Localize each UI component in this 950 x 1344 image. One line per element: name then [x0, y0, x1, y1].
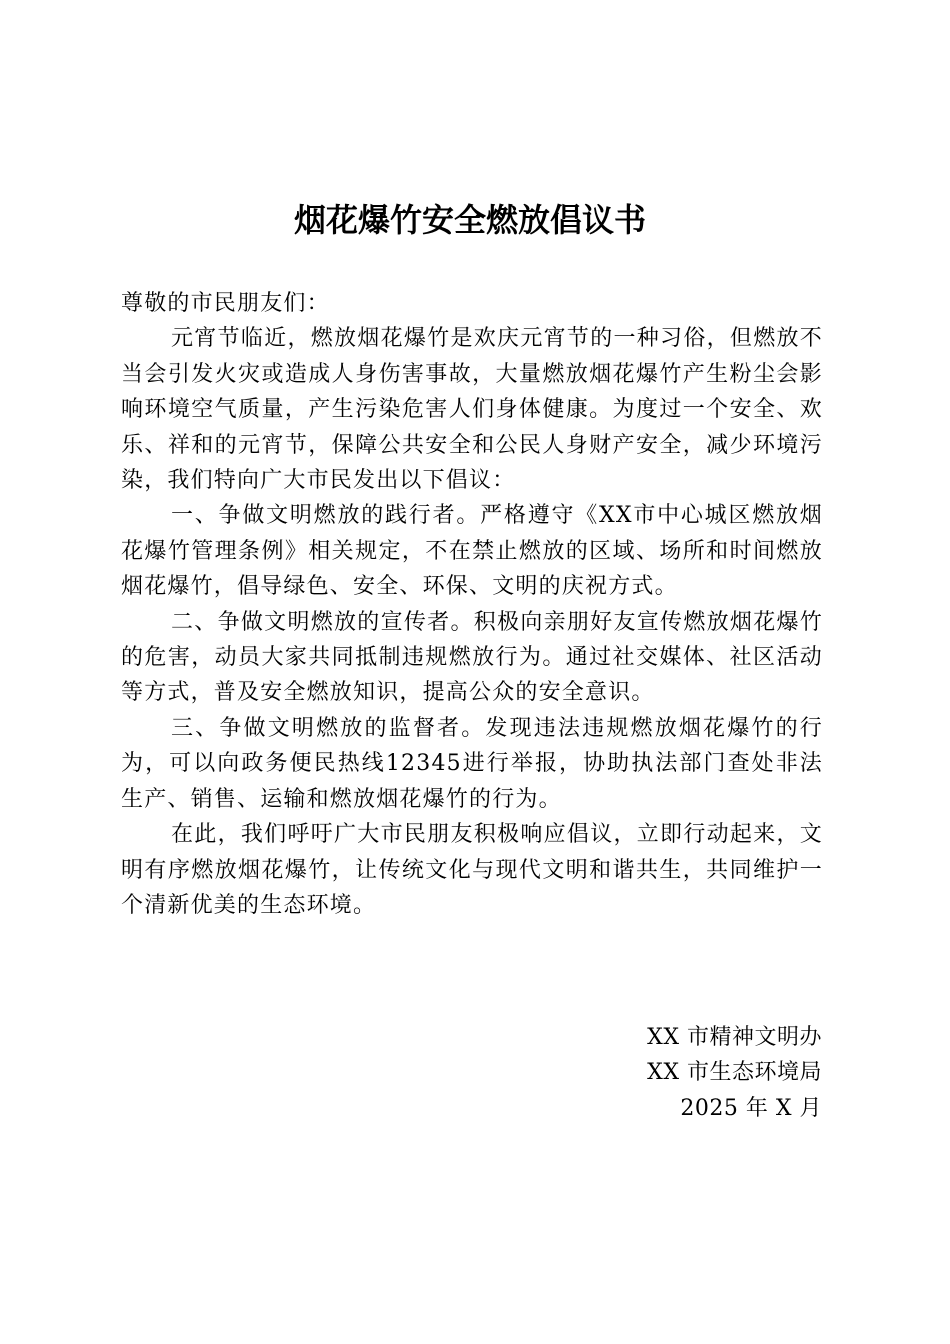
paragraph-point-1: 一、争做文明燃放的践行者。严格遵守《XX市中心城区燃放烟花爆竹管理条例》相关规定，不在禁止燃放的区域、场所和时间燃放烟花爆竹，倡导绿色、安全、环保、文明的庆祝方式。	[121, 503, 823, 600]
document-title: 烟花爆竹安全燃放倡议书	[293, 201, 646, 239]
signature-org-1: XX 市精神文明办	[647, 1025, 822, 1050]
signature-date: 2025 年 X 月	[680, 1095, 822, 1121]
paragraph-point-3: 三、争做文明燃放的监督者。发现违法违规燃放烟花爆竹的行为，可以向政务便民热线12345进行举报，协助执法部门查处非法生产、销售、运输和燃放烟花爆竹的行为。	[121, 715, 823, 812]
document-body	[121, 286, 823, 923]
signature-block	[647, 1020, 822, 1126]
paragraph-closing: 在此，我们呼吁广大市民朋友积极响应倡议，立即行动起来，文明有序燃放烟花爆竹，让传统文化与现代文明和谐共生，共同维护一个清新优美的生态环境。	[121, 822, 823, 918]
signature-org-2: XX 市生态环境局	[647, 1060, 822, 1086]
paragraph-point-2: 二、争做文明燃放的宣传者。积极向亲朋好友宣传燃放烟花爆竹的危害，动员大家共同抵制违规燃放行为。通过社交媒体、社区活动等方式，普及安全燃放知识，提高公众的安全意识。	[121, 609, 823, 706]
paragraph-intro: 元宵节临近，燃放烟花爆竹是欢庆元宵节的一种习俗，但燃放不当会引发火灾或造成人身伤害事故，大量燃放烟花爆竹产生粉尘会影响环境空气质量，产生污染危害人们身体健康。为度过一个安全、欢乐、祥和的元宵节，保障公共安全和公民人身财产安全，减少环境污染，我们特向广大市民发出以下倡议：	[121, 326, 823, 494]
salutation: 尊敬的市民朋友们：	[121, 291, 330, 316]
